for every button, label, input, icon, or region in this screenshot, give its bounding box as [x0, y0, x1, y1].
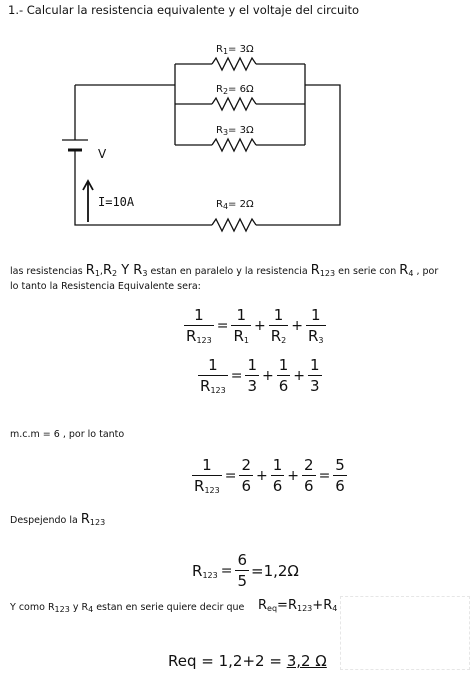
req-formula: $R_{eq}=R_{123}+R_4$: [258, 598, 338, 613]
current-label: I=10A: [98, 195, 135, 209]
resistor-r2: [212, 98, 256, 110]
r1-label: $R_1= 3\Omega$: [216, 44, 254, 56]
source-label: V: [98, 147, 107, 161]
r3-label: $R_3= 3\Omega$: [216, 125, 254, 137]
paragraph-1-line-2: lo tanto la Resistencia Equivalente sera:: [10, 281, 201, 292]
equation-4: $R_{123}$ = $\frac{6}{5}$ =1,2Ω: [192, 551, 299, 590]
page-title: 1.- Calcular la resistencia equivalente y el voltaje del circuito: [8, 3, 359, 17]
despejando-text: Despejendo la $R_{123}$: [10, 512, 106, 527]
resistor-r4: [212, 219, 256, 231]
paragraph-1: las resistencias $R_1,R_2$ Y $R_3$ estan en paralelo y la resistencia $R_{123}$ en serie con $R_4$ , por: [10, 263, 439, 278]
selection-box: [340, 596, 470, 670]
resistor-r3: [212, 139, 256, 151]
r4-label: $R_4= 2\Omega$: [216, 199, 254, 211]
mcm-text: m.c.m = 6 , por lo tanto: [10, 429, 125, 440]
equation-3: $\frac{1}{R_{123}}$ = $\frac{2}{6}$ + $\frac{1}{6}$ + $\frac{2}{6}$ = $\frac{5}{6}$: [194, 456, 345, 495]
equation-1: $\frac{1}{R_{123}}$ = $\frac{1}{R_1}$ + $\frac{1}{R_2}$ + $\frac{1}{R_3}$: [186, 306, 324, 345]
r2-label: $R_2= 6\Omega$: [216, 84, 254, 96]
serie-text: Y como $R_{123}$ y $R_4$ estan en serie quiere decir que: [10, 602, 245, 614]
equation-2: $\frac{1}{R_{123}}$ = $\frac{1}{3}$ + $\frac{1}{6}$ + $\frac{1}{3}$: [200, 356, 320, 395]
final-answer: Req = 1,2+2 = 3,2 Ω: [168, 652, 327, 670]
resistor-r1: [212, 58, 256, 70]
